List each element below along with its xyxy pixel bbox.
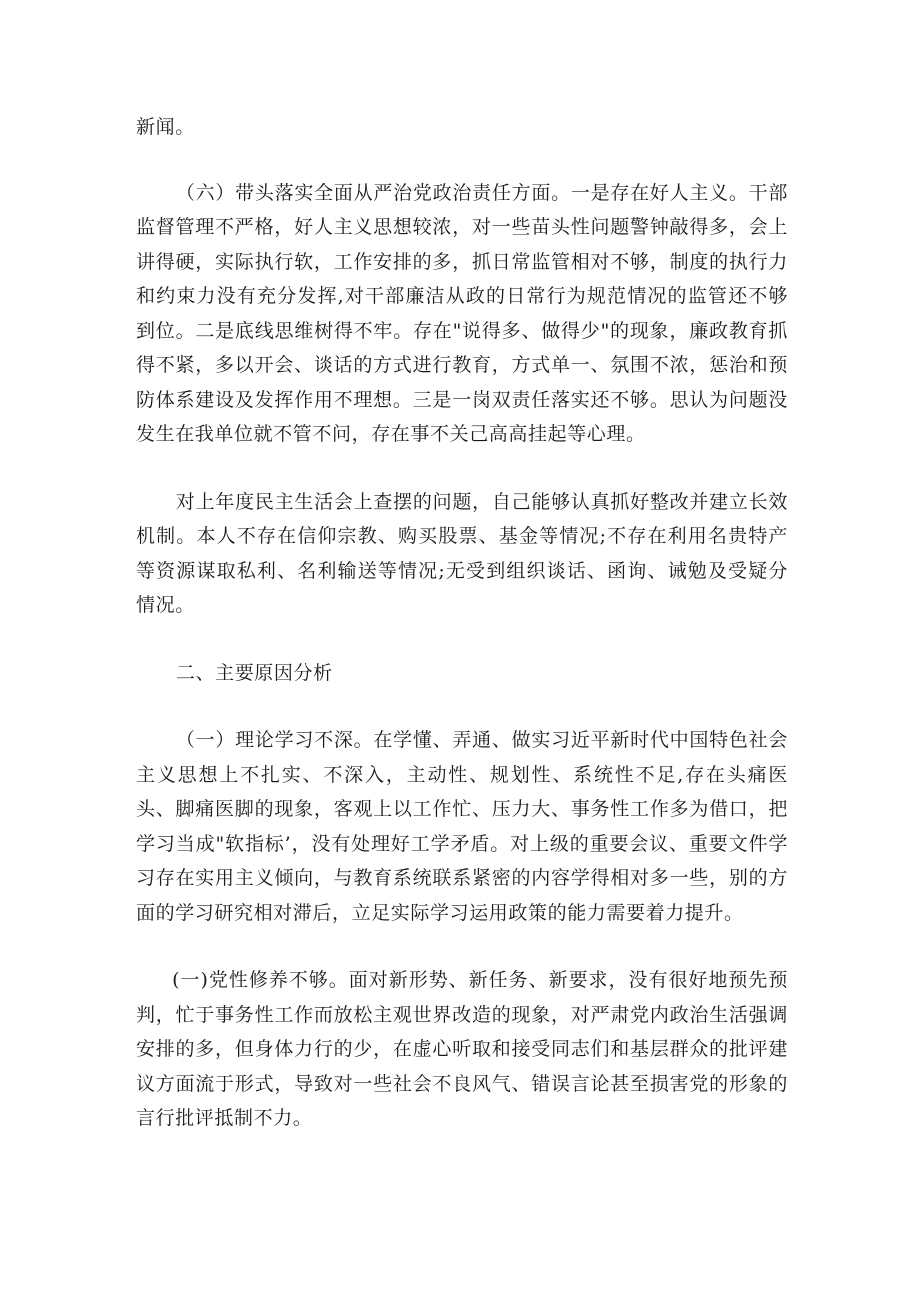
- section-heading: 二、主要原因分析: [175, 661, 333, 684]
- paragraph-continuation: 新闻。: [136, 116, 195, 138]
- paragraph-rectification: 对上年度民主生活会上查摆的问题，自己能够认真抓好整改并建立长效机制。本人不存在信仰宗教、购买股票、基金等情况;不存在利用名贵特产等资源谋取私利、名利输送等情况;无受到组织谈话、函询、诫勉及受疑分情况。: [136, 490, 788, 616]
- paragraph-theory-study: （一）理论学习不深。在学懂、弄通、做实习近平新时代中国特色社会主义思想上不扎实、不深入，主动性、规划性、系统性不足,存在头痛医头、脚痛医脚的现象，客观上以工作忙、压力大、事务性工作多为借口，把学习当成"软指标’，没有处理好工学矛盾。对上级的重要会议、重要文件学习存在实用主义倾向，与教育系统联系紧密的内容学得相对多一些，别的方面的学习研究相对滞后，立足实际学习运用政策的能力需要着力提升。: [136, 729, 788, 924]
- paragraph-party-cultivation: (一)党性修养不够。面对新形势、新任务、新要求，没有很好地预先预判，忙于事务性工作而放松主观世界改造的现象，对严肃党内政治生活强调安排的多，但身体力行的少，在虚心听取和接受同志们和基层群众的批评建议方面流于形式，导致对一些社会不良风气、错误言论甚至损害党的形象的言行批评抵制不力。: [136, 969, 788, 1129]
- document-page: [136, 110, 788, 1136]
- paragraph-section-six: （六）带头落实全面从严治党政治责任方面。一是存在好人主义。干部监督管理不严格，好人主义思想较浓，对一些苗头性问题警钟敲得多，会上讲得硬，实际执行软，工作安排的多，抓日常监管相对不够，制度的执行力和约束力没有充分发挥,对干部廉洁从政的日常行为规范情况的监管还不够到位。二是底线思维树得不牢。存在"说得多、做得少"的现象，廉政教育抓得不紧，多以开会、谈话的方式进行教育，方式单一、氛围不浓，惩治和预防体系建设及发挥作用不理想。三是一岗双责任落实还不够。思认为问题没发生在我单位就不管不问，存在事不关己高高挂起等心理。: [136, 181, 788, 445]
